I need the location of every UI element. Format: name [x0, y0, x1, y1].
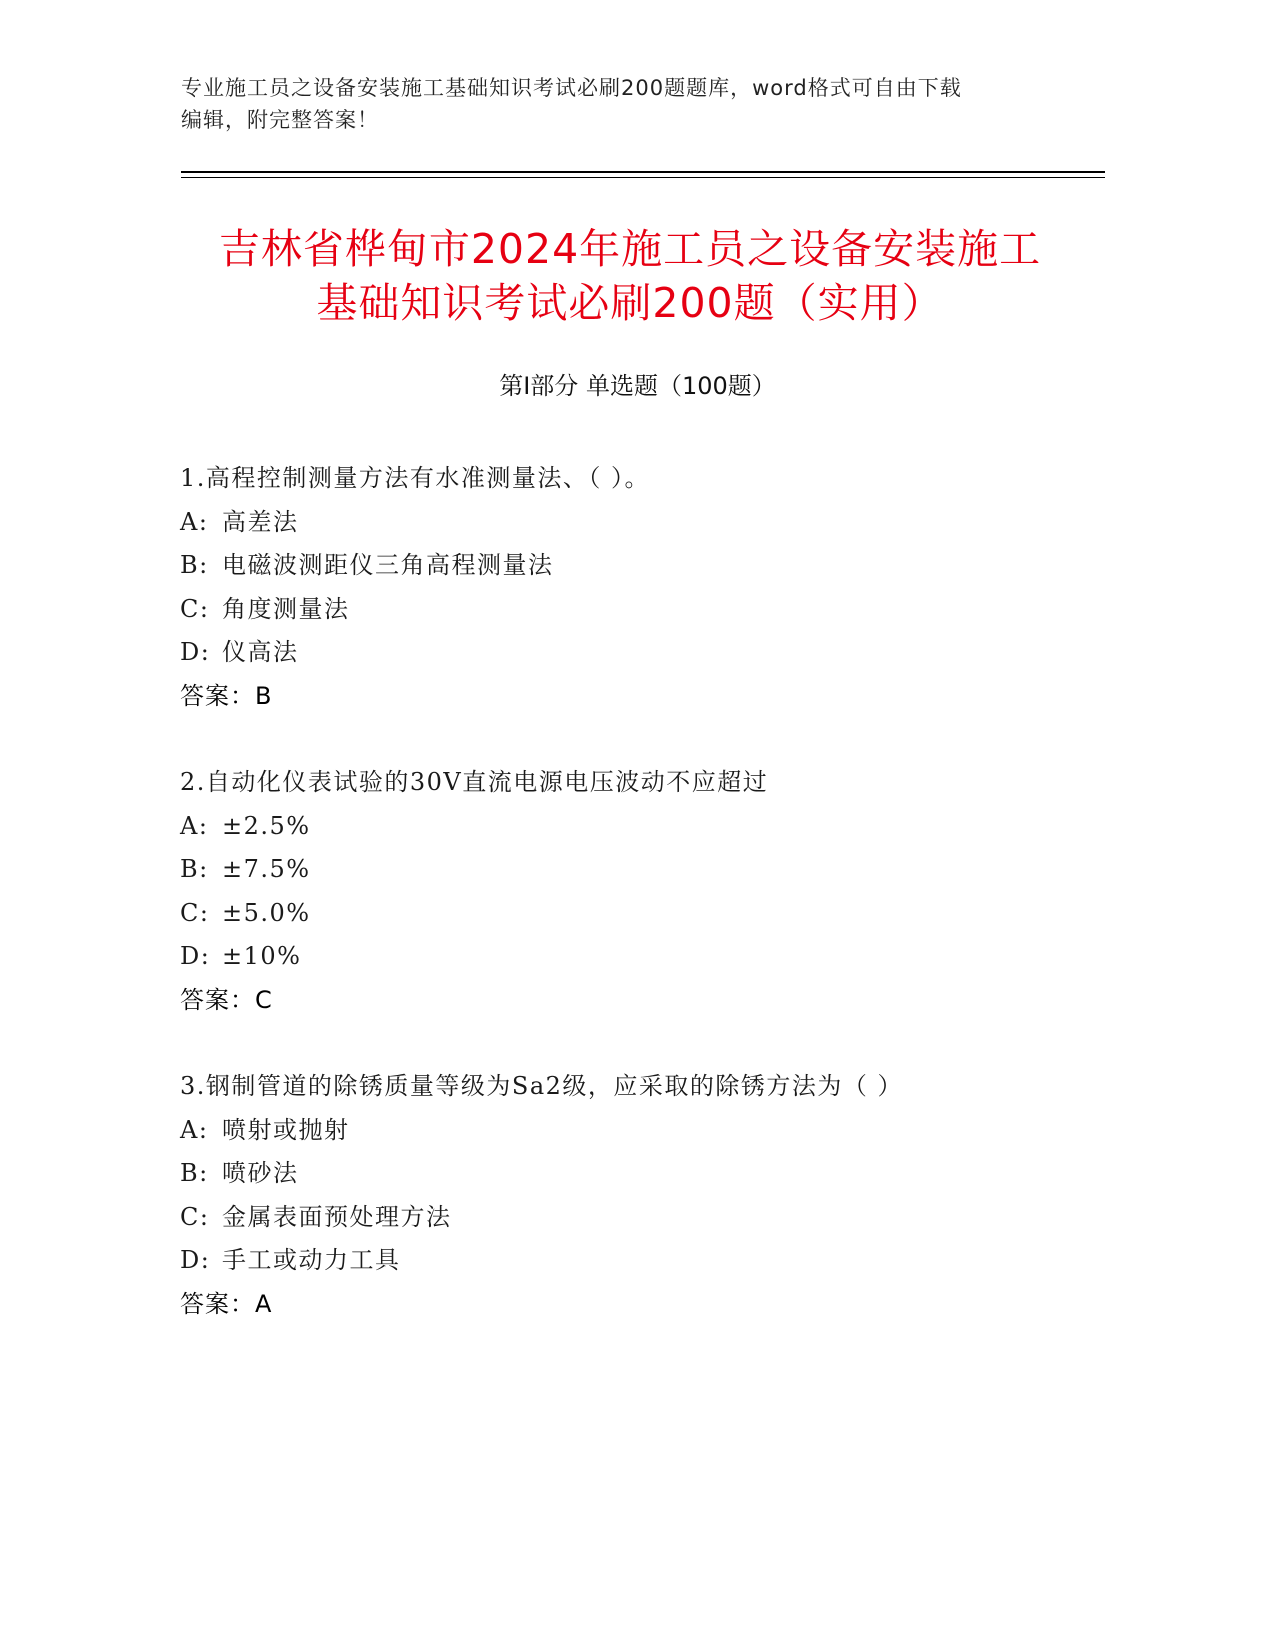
- option-letter: D:: [180, 638, 211, 666]
- option-b: [180, 544, 1140, 588]
- question-list: [180, 457, 1140, 1369]
- option-text: ±5.0%: [222, 898, 311, 927]
- option-c: [180, 1196, 1140, 1240]
- option-a: [180, 1109, 1140, 1153]
- option-letter: C:: [180, 898, 210, 927]
- option-letter: A:: [180, 1115, 209, 1144]
- question-1: [180, 457, 1140, 718]
- title-line-1: 吉林省桦甸市2024年施工员之设备安装施工: [218, 225, 1042, 273]
- option-text: ±10%: [222, 942, 302, 970]
- option-text: ±2.5%: [222, 811, 311, 840]
- option-letter: C:: [180, 594, 210, 623]
- option-d: [180, 631, 1140, 675]
- header-divider-thick: [181, 171, 1105, 173]
- option-text: 喷射或抛射: [222, 1115, 350, 1144]
- question-text: 1.高程控制测量方法有水准测量法、（ ）。: [180, 464, 651, 492]
- document-title: [130, 222, 1130, 330]
- document-intro: [181, 72, 1081, 136]
- answer-line: 答案：A: [180, 1289, 273, 1318]
- option-letter: B:: [180, 855, 209, 883]
- answer-line: 答案：C: [180, 985, 273, 1014]
- option-text: 高差法: [222, 507, 299, 536]
- question-3: [180, 1065, 1140, 1326]
- section-heading: 第Ⅰ部分 单选题（100题）: [499, 372, 776, 400]
- option-d: [180, 1239, 1140, 1283]
- option-letter: D:: [180, 1246, 211, 1274]
- option-letter: B:: [180, 551, 209, 579]
- option-b: [180, 848, 1140, 892]
- intro-line-1: 专业施工员之设备安装施工基础知识考试必刷200题题库，word格式可自由下载: [181, 76, 962, 100]
- question-2: [180, 761, 1140, 1022]
- title-line-2: 基础知识考试必刷200题（实用）: [316, 279, 944, 327]
- option-d: [180, 935, 1140, 979]
- option-letter: A:: [180, 507, 209, 536]
- option-c: [180, 892, 1140, 936]
- intro-line-2: 编辑，附完整答案！: [181, 108, 379, 132]
- option-text: 金属表面预处理方法: [222, 1202, 452, 1231]
- option-text: 角度测量法: [222, 594, 350, 623]
- question-text: 3.钢制管道的除锈质量等级为Sa2级，应采取的除锈方法为（ ）: [180, 1072, 904, 1100]
- option-letter: A:: [180, 811, 209, 840]
- option-a: [180, 501, 1140, 545]
- option-letter: C:: [180, 1202, 210, 1231]
- answer-line: 答案：B: [180, 681, 273, 710]
- question-text: 2.自动化仪表试验的30V直流电源电压波动不应超过: [180, 768, 769, 796]
- option-text: ±7.5%: [222, 855, 311, 883]
- header-divider-thin: [181, 177, 1105, 178]
- option-a: [180, 805, 1140, 849]
- option-letter: B:: [180, 1159, 209, 1187]
- option-text: 喷砂法: [222, 1159, 299, 1187]
- option-letter: D:: [180, 942, 211, 970]
- option-c: [180, 588, 1140, 632]
- option-text: 仪高法: [222, 638, 299, 666]
- option-b: [180, 1152, 1140, 1196]
- option-text: 手工或动力工具: [222, 1246, 401, 1274]
- option-text: 电磁波测距仪三角高程测量法: [222, 551, 554, 579]
